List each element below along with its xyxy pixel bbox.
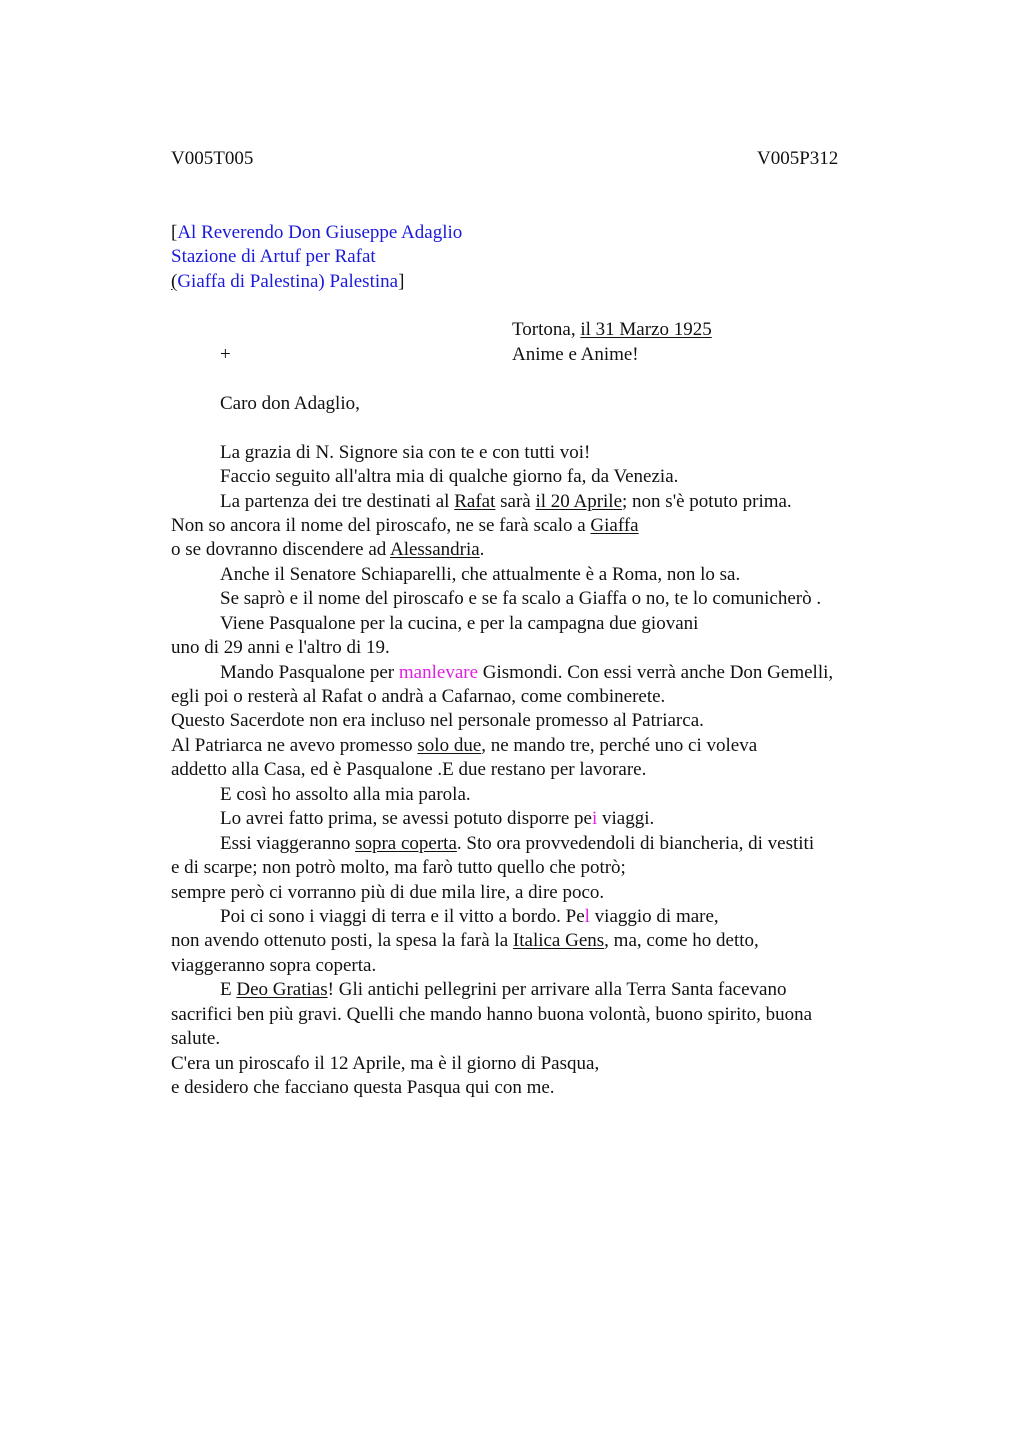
- body-line: sacrifici ben più gravi. Quelli che mando hanno buona volontà, buono spirito, buona: [171, 1004, 813, 1025]
- address-line-3: (Giaffa di Palestina) Palestina]: [171, 271, 405, 292]
- body-line: Questo Sacerdote non era incluso nel personale promesso al Patriarca.: [171, 710, 704, 731]
- body-line: C'era un piroscafo il 12 Aprile, ma è il giorno di Pasqua,: [171, 1053, 600, 1074]
- body-line: E Deo Gratias! Gli antichi pellegrini per arrivare alla Terra Santa facevano: [220, 979, 787, 1000]
- header-left-code: V005T005: [171, 148, 254, 169]
- body-line: Viene Pasqualone per la cucina, e per la campagna due giovani: [220, 613, 699, 634]
- body-line: sempre però ci vorranno più di due mila lire, a dire poco.: [171, 882, 605, 903]
- body-line: e desidero che facciano questa Pasqua qui con me.: [171, 1077, 555, 1098]
- body-line: viaggeranno sopra coperta.: [171, 955, 377, 976]
- cross-mark: +: [220, 344, 231, 365]
- dateline-place-date: Tortona, il 31 Marzo 1925: [512, 319, 712, 340]
- body-line: Al Patriarca ne avevo promesso solo due, ne mando tre, perché uno ci voleva: [171, 735, 758, 756]
- body-line: Anche il Senatore Schiaparelli, che attualmente è a Roma, non lo sa.: [220, 564, 741, 585]
- body-line: La partenza dei tre destinati al Rafat sarà il 20 Aprile; non s'è potuto prima.: [220, 491, 792, 512]
- body-line: o se dovranno discendere ad Alessandria.: [171, 539, 485, 560]
- body-line: Se saprò e il nome del piroscafo e se fa scalo a Giaffa o no, te lo comunicherò .: [220, 588, 822, 609]
- body-line: addetto alla Casa, ed è Pasqualone .E due restano per lavorare.: [171, 759, 647, 780]
- address-line-1: [Al Reverendo Don Giuseppe Adaglio: [171, 222, 463, 243]
- body-line: E così ho assolto alla mia parola.: [220, 784, 471, 805]
- body-line: Faccio seguito all'altra mia di qualche giorno fa, da Venezia.: [220, 466, 679, 487]
- body-line: Non so ancora il nome del piroscafo, ne se farà scalo a Giaffa: [171, 515, 639, 536]
- body-line: egli poi o resterà al Rafat o andrà a Cafarnao, come combinerete.: [171, 686, 666, 707]
- body-line: salute.: [171, 1028, 221, 1049]
- body-line: uno di 29 anni e l'altro di 19.: [171, 637, 390, 658]
- body-line: La grazia di N. Signore sia con te e con tutti voi!: [220, 442, 591, 463]
- body-line: e di scarpe; non potrò molto, ma farò tutto quello che potrò;: [171, 857, 626, 878]
- body-line: Essi viaggeranno sopra coperta. Sto ora provvedendoli di biancheria, di vestiti: [220, 833, 815, 854]
- salutation: Caro don Adaglio,: [220, 393, 360, 414]
- motto: Anime e Anime!: [512, 344, 639, 365]
- body-line: non avendo ottenuto posti, la spesa la farà la Italica Gens, ma, come ho detto,: [171, 930, 759, 951]
- body-line: Poi ci sono i viaggi di terra e il vitto a bordo. Pel viaggio di mare,: [220, 906, 719, 927]
- body-line: Lo avrei fatto prima, se avessi potuto disporre pei viaggi.: [220, 808, 655, 829]
- address-line-2: Stazione di Artuf per Rafat: [171, 246, 376, 267]
- body-line: Mando Pasqualone per manlevare Gismondi. Con essi verrà anche Don Gemelli,: [220, 662, 834, 683]
- header-right-code: V005P312: [757, 148, 839, 169]
- letter-date: il 31 Marzo 1925: [580, 319, 712, 340]
